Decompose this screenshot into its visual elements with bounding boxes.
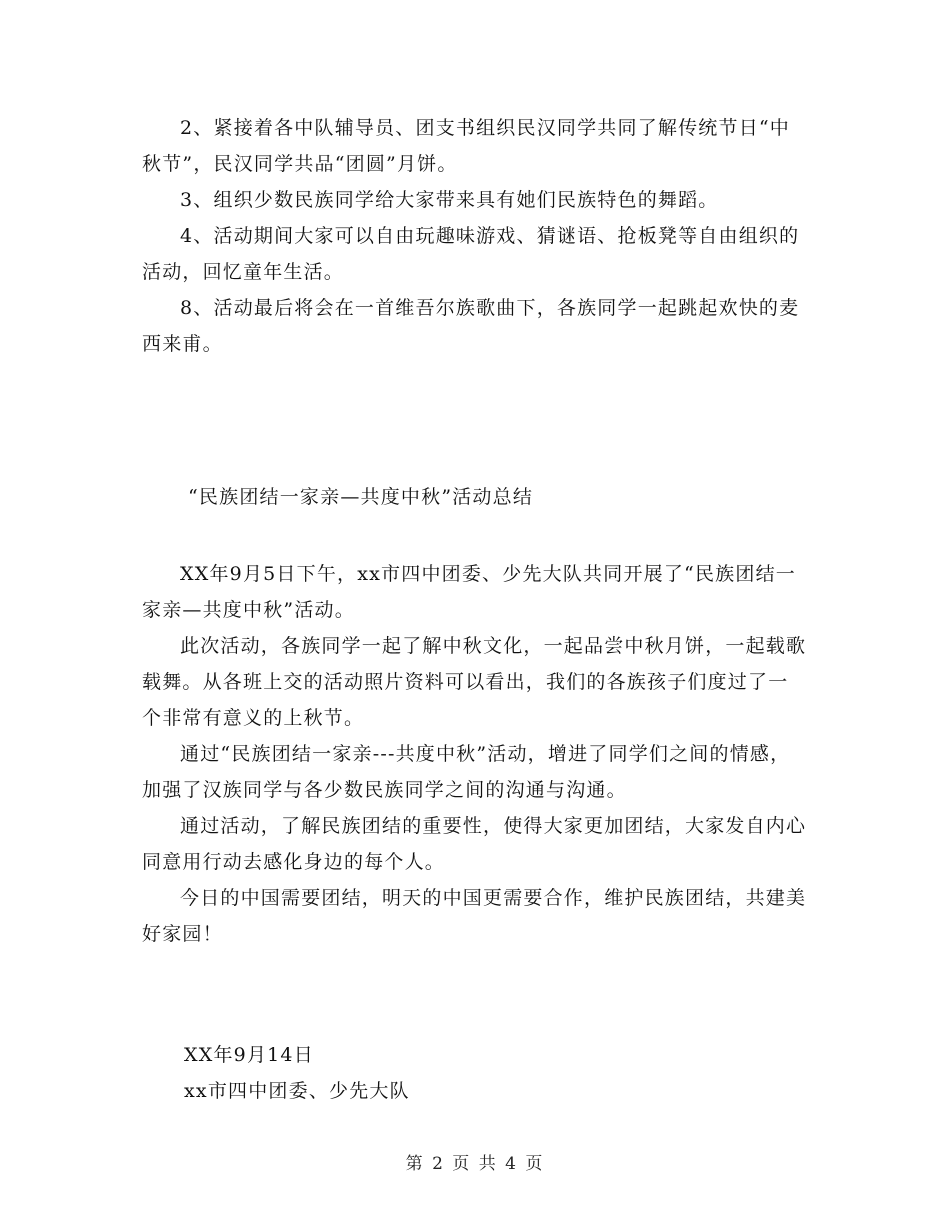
step-8-paragraph: 8、活动最后将会在一首维吾尔族歌曲下，各族同学一起跳起欢快的麦西来甫。 xyxy=(142,297,800,355)
summary-paragraph: 今日的中国需要团结，明天的中国更需要合作，维护民族团结，共建美好家园！ xyxy=(142,887,807,945)
summary-body xyxy=(142,556,808,952)
summary-paragraph: 通过活动，了解民族团结的重要性，使得大家更加团结，大家发自内心同意用行动去感化身边的每个人。 xyxy=(142,815,807,873)
summary-paragraph: 此次活动，各族同学一起了解中秋文化，一起品尝中秋月饼，一起载歌载舞。从各班上交的活动照片资料可以看出，我们的各族孩子们度过了一个非常有意义的上秋节。 xyxy=(142,635,807,729)
step-2-paragraph: 2、紧接着各中队辅导员、团支书组织民汉同学共同了解传统节日“中秋节”，民汉同学共品“团圆”月饼。 xyxy=(142,117,791,175)
page-number-footer: 第 2 页 共 4 页 xyxy=(405,1154,545,1174)
signature-date: XX年9月14日 xyxy=(184,1044,314,1066)
step-4-paragraph: 4、活动期间大家可以自由玩趣味游戏、猜谜语、抢板凳等自由组织的活动，回忆童年生活。 xyxy=(142,225,800,283)
summary-title: “民族团结一家亲—共度中秋”活动总结 xyxy=(188,486,534,508)
summary-paragraph: 通过“民族团结一家亲---共度中秋”活动，增进了同学们之间的情感，加强了汉族同学与各少数民族同学之间的沟通与沟通。 xyxy=(142,743,791,801)
summary-paragraph: XX年9月5日下午，xx市四中团委、少先大队共同开展了“民族团结一家亲—共度中秋”活动。 xyxy=(142,563,796,621)
signature-organization: xx市四中团委、少先大队 xyxy=(184,1080,410,1102)
step-3-paragraph: 3、组织少数民族同学给大家带来具有她们民族特色的舞蹈。 xyxy=(180,189,719,211)
activity-steps xyxy=(142,110,808,362)
